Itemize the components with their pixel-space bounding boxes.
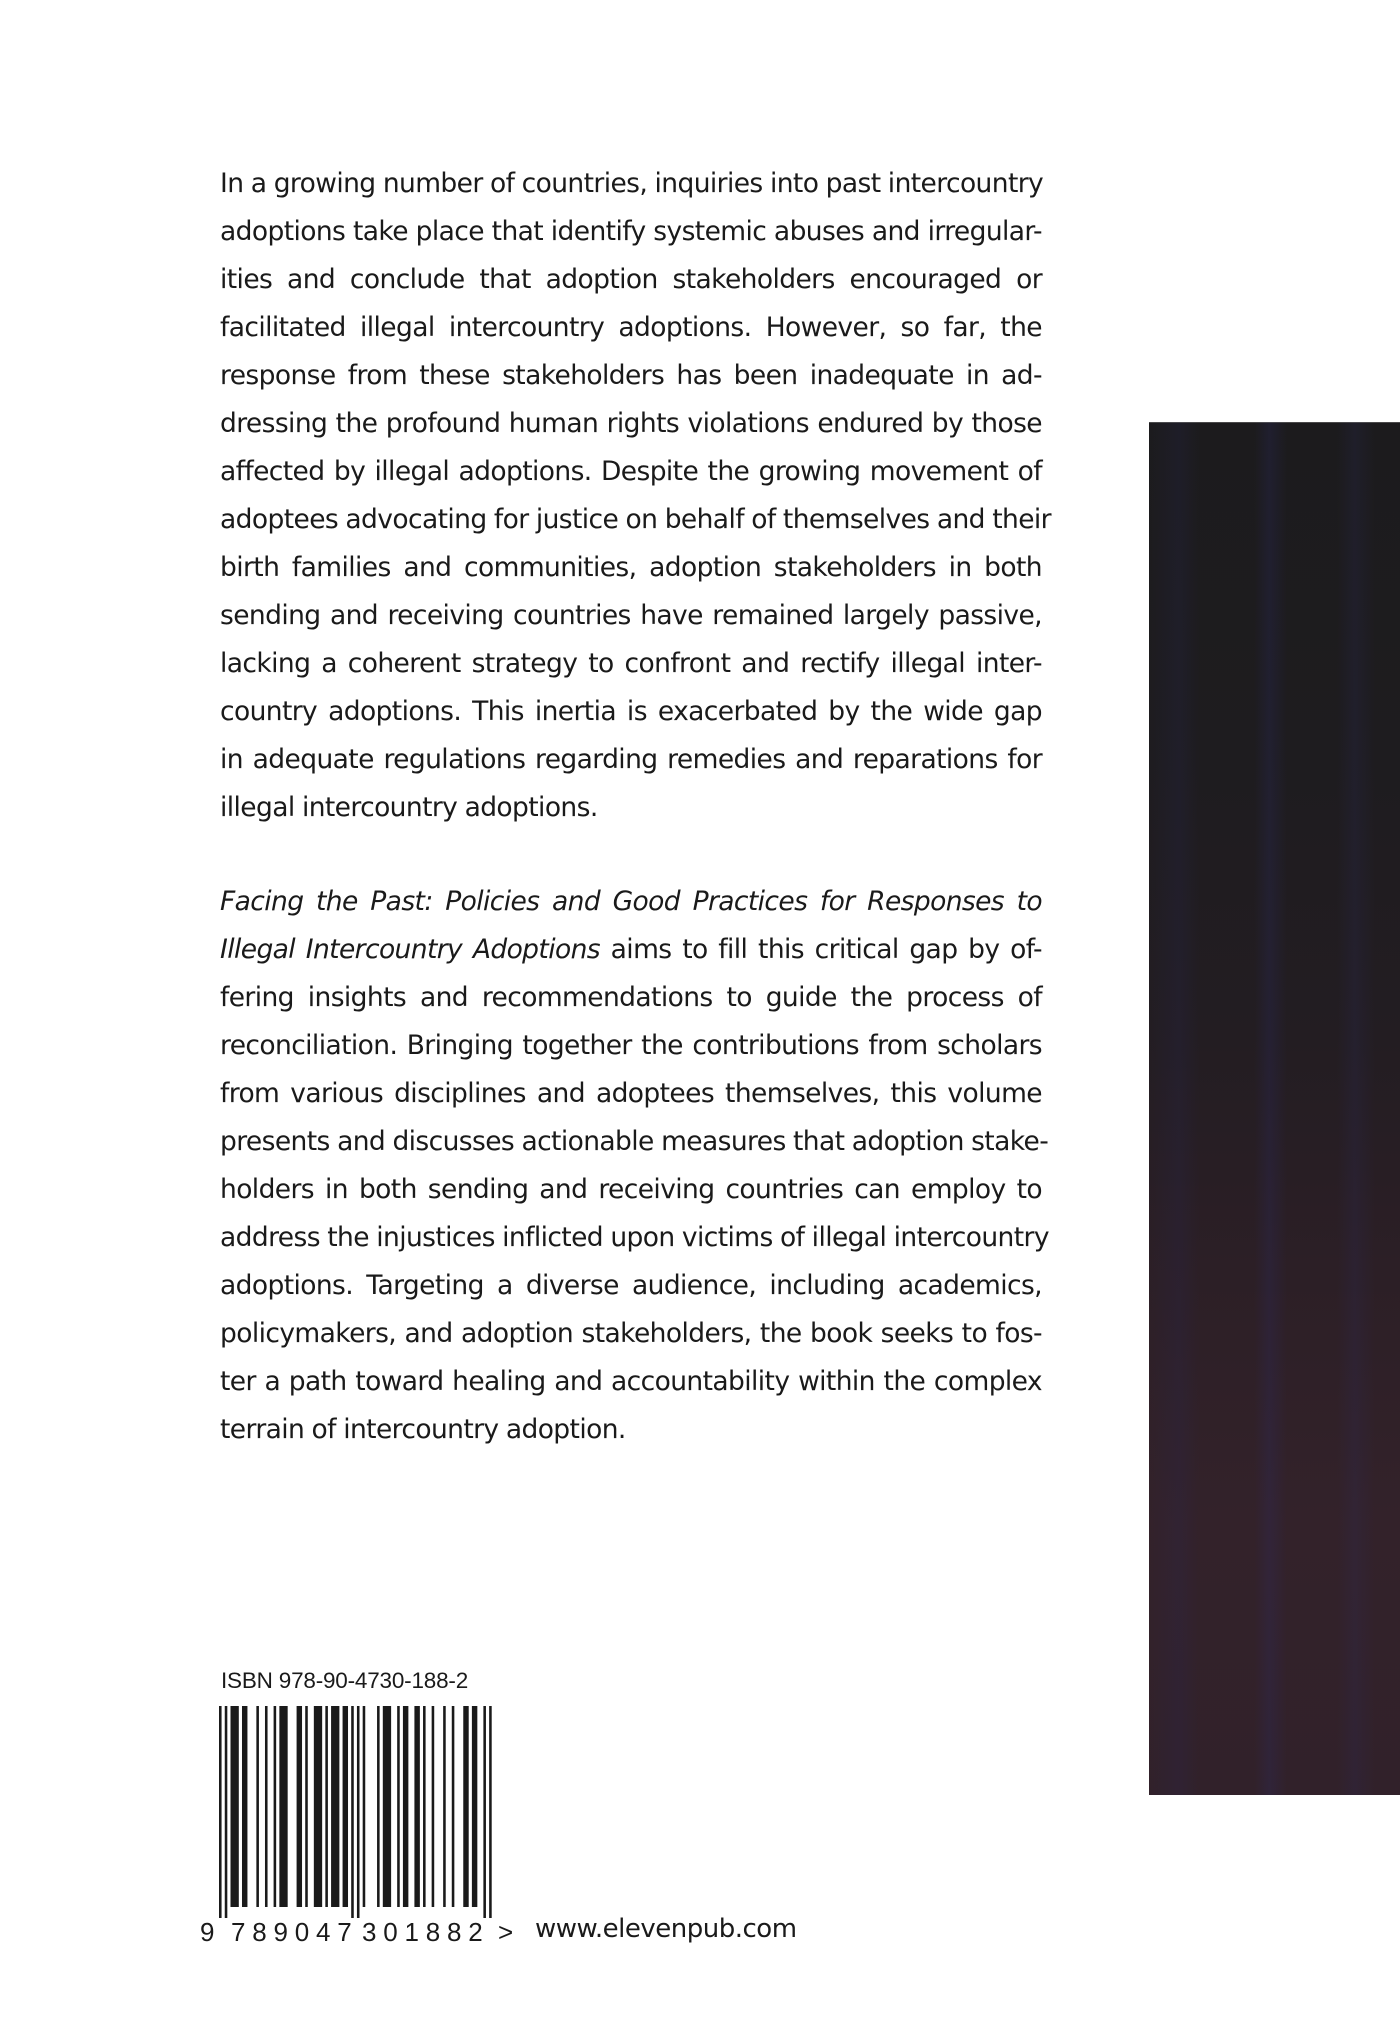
- barcode-digit-lead: 9: [200, 1917, 215, 1947]
- blurb-line: adoptions take place that identify systemic abuses and irregular-: [220, 216, 1042, 247]
- barcode-bar: [297, 1706, 302, 1907]
- blurb-line: sending and receiving countries have remained largely passive,: [220, 600, 1042, 631]
- blurb-line: [220, 926, 1042, 974]
- blurb-line: lacking a coherent strategy to confront and rectify illegal inter-: [220, 648, 1042, 679]
- barcode-bar: [403, 1706, 408, 1907]
- publisher-website-link[interactable]: www.elevenpub.com: [535, 1914, 797, 1944]
- barcode-bar: [363, 1706, 366, 1907]
- barcode-quiet-zone-marker: >: [498, 1917, 514, 1947]
- blurb-line: facilitated illegal intercountry adoptions. However, so far, the: [220, 312, 1042, 343]
- blurb-paragraph-2: [220, 878, 1049, 1454]
- barcode-bar: [414, 1706, 419, 1907]
- blurb-line: terrain of intercountry adoption.: [220, 1414, 626, 1445]
- blurb-line: response from these stakeholders has been inadequate in ad-: [220, 360, 1042, 391]
- barcode-bar: [343, 1706, 348, 1907]
- barcode-bar: [452, 1706, 455, 1907]
- barcode-bar: [279, 1706, 287, 1907]
- barcode-bar: [397, 1706, 400, 1907]
- blurb-line: in adequate regulations regarding remedies and reparations for: [220, 744, 1042, 775]
- barcode-bar: [463, 1706, 468, 1907]
- barcode-bar: [432, 1706, 435, 1907]
- barcode-bar: [377, 1706, 380, 1907]
- blurb-line: ter a path toward healing and accountability within the complex: [220, 1366, 1042, 1397]
- barcode-digits-right: 301882: [362, 1917, 490, 1947]
- blurb-line: ities and conclude that adoption stakeholders encouraged or: [220, 264, 1042, 295]
- barcode-bar: [242, 1706, 247, 1907]
- blurb-line: policymakers, and adoption stakeholders, the book seeks to fos-: [220, 1318, 1042, 1349]
- barcode-bar: [325, 1706, 328, 1907]
- blurb-paragraph-1: [220, 160, 1051, 832]
- barcode-bar: [314, 1706, 322, 1907]
- blurb-line: In a growing number of countries, inquiries into past intercountry: [220, 168, 1044, 199]
- barcode-bar: [305, 1706, 308, 1907]
- blurb-line: birth families and communities, adoption stakeholders in both: [220, 552, 1042, 583]
- barcode-bar: [230, 1706, 238, 1907]
- blurb-line: from various disciplines and adoptees themselves, this volume: [220, 1078, 1042, 1109]
- isbn-barcode: [219, 1706, 492, 1928]
- blurb-line-rest: aims to fill this critical gap by of-: [599, 934, 1042, 965]
- barcode-guard-bar: [357, 1706, 360, 1918]
- isbn-label: ISBN 978-90-4730-188-2: [221, 1668, 469, 1693]
- barcode-guard-bar: [225, 1706, 228, 1918]
- barcode-bar: [472, 1706, 477, 1907]
- book-title-italic: Illegal Intercountry Adoptions: [220, 934, 600, 965]
- barcode-guard-bar: [483, 1706, 486, 1918]
- book-title-italic: Facing the Past: Policies and Good Practices for Responses to: [220, 886, 1042, 917]
- blurb-line: country adoptions. This inertia is exacerbated by the wide gap: [220, 696, 1042, 727]
- barcode-bar: [331, 1706, 339, 1907]
- barcode-bar: [274, 1706, 277, 1907]
- blurb-line: fering insights and recommendations to guide the process of: [220, 982, 1042, 1013]
- blurb-line: adoptees advocating for justice on behalf of themselves and their: [220, 504, 1051, 535]
- barcode-digits-left: 789047: [231, 1917, 359, 1947]
- barcode-guard-bar: [219, 1706, 222, 1918]
- blurb-line: affected by illegal adoptions. Despite the growing movement of: [220, 456, 1042, 487]
- barcode-bar: [256, 1706, 259, 1907]
- book-title-line: [220, 878, 1042, 926]
- blurb-line: presents and discusses actionable measures that adoption stake-: [220, 1126, 1049, 1157]
- barcode-bar: [443, 1706, 446, 1907]
- barcode-guard-bar: [351, 1706, 354, 1918]
- blurb-line: holders in both sending and receiving countries can employ to: [220, 1174, 1042, 1205]
- barcode-bar: [423, 1706, 426, 1907]
- barcode-guard-bar: [489, 1706, 492, 1918]
- blurb-line: illegal intercountry adoptions.: [220, 792, 598, 823]
- barcode-bar: [265, 1706, 268, 1907]
- blurb-line: dressing the profound human rights violations endured by those: [220, 408, 1042, 439]
- cover-image-panel: [1149, 422, 1400, 1795]
- blurb-line: adoptions. Targeting a diverse audience, including academics,: [220, 1270, 1042, 1301]
- blurb-line: address the injustices inflicted upon victims of illegal intercountry: [220, 1222, 1049, 1253]
- barcode-bar: [383, 1706, 391, 1907]
- blurb-line: reconciliation. Bringing together the contributions from scholars: [220, 1030, 1042, 1061]
